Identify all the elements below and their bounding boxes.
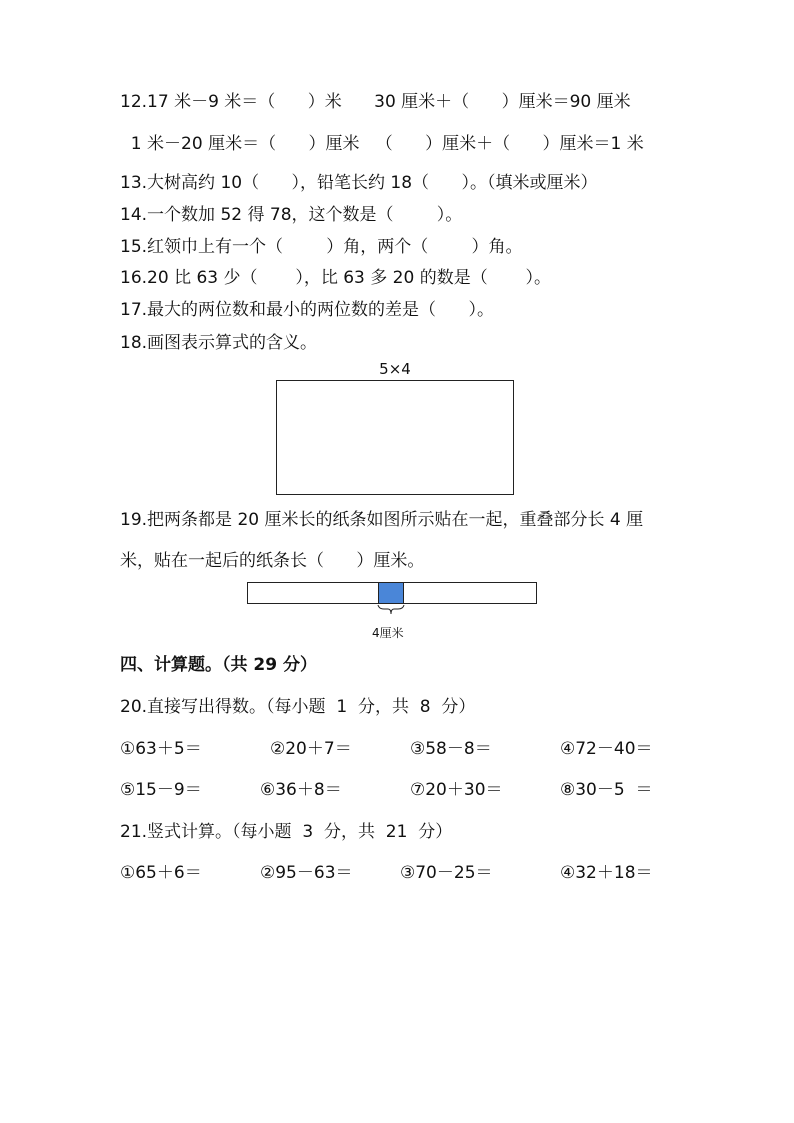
question-16: 16.20 比 63 少（ ），比 63 多 20 的数是（ ）。 xyxy=(120,268,552,288)
question-18: 18.画图表示算式的含义。 xyxy=(120,333,318,353)
question-17: 17.最大的两位数和最小的两位数的差是（ ）。 xyxy=(120,300,494,320)
q18-expression: 5×4 xyxy=(379,360,411,378)
q20-item-4: ④72－40＝ xyxy=(560,739,653,759)
q20-item-5: ⑤15－9＝ xyxy=(120,780,202,800)
question-13: 13.大树高约 10（ ），铅笔长约 18（ ）。（填米或厘米） xyxy=(120,173,598,193)
q21-item-4: ④32＋18＝ xyxy=(560,863,653,883)
question-12-line-1: 12.17 米－9 米＝（ ）米 30 厘米＋（ ）厘米＝90 厘米 xyxy=(120,92,631,112)
q20-item-8: ⑧30－5 ＝ xyxy=(560,780,653,800)
q18-drawing-box xyxy=(276,380,514,495)
overlap-length-label: 4厘米 xyxy=(372,626,404,640)
q21-item-2: ②95－63＝ xyxy=(260,863,353,883)
question-19-line-1: 19.把两条都是 20 厘米长的纸条如图所示贴在一起，重叠部分长 4 厘 xyxy=(120,510,644,530)
question-15: 15.红领巾上有一个（ ）角，两个（ ）角。 xyxy=(120,237,523,257)
question-20: 20.直接写出得数。（每小题 1 分，共 8 分） xyxy=(120,697,476,717)
overlap-region xyxy=(378,582,404,604)
q20-item-7: ⑦20＋30＝ xyxy=(410,780,503,800)
q21-item-1: ①65＋6＝ xyxy=(120,863,202,883)
q20-item-3: ③58－8＝ xyxy=(410,739,492,759)
q20-item-2: ②20＋7＝ xyxy=(270,739,352,759)
question-12-line-2: 1 米－20 厘米＝（ ）厘米 （ ）厘米＋（ ）厘米＝1 米 xyxy=(120,134,644,154)
overlap-brace xyxy=(376,604,406,618)
question-21: 21.竖式计算。（每小题 3 分，共 21 分） xyxy=(120,822,453,842)
question-19-line-2: 米，贴在一起后的纸条长（ ）厘米。 xyxy=(120,551,425,571)
question-14: 14.一个数加 52 得 78，这个数是（ ）。 xyxy=(120,205,463,225)
q20-item-1: ①63＋5＝ xyxy=(120,739,202,759)
section-4-heading: 四、计算题。（共 29 分） xyxy=(120,655,317,675)
q21-item-3: ③70－25＝ xyxy=(400,863,493,883)
q20-item-6: ⑥36＋8＝ xyxy=(260,780,342,800)
